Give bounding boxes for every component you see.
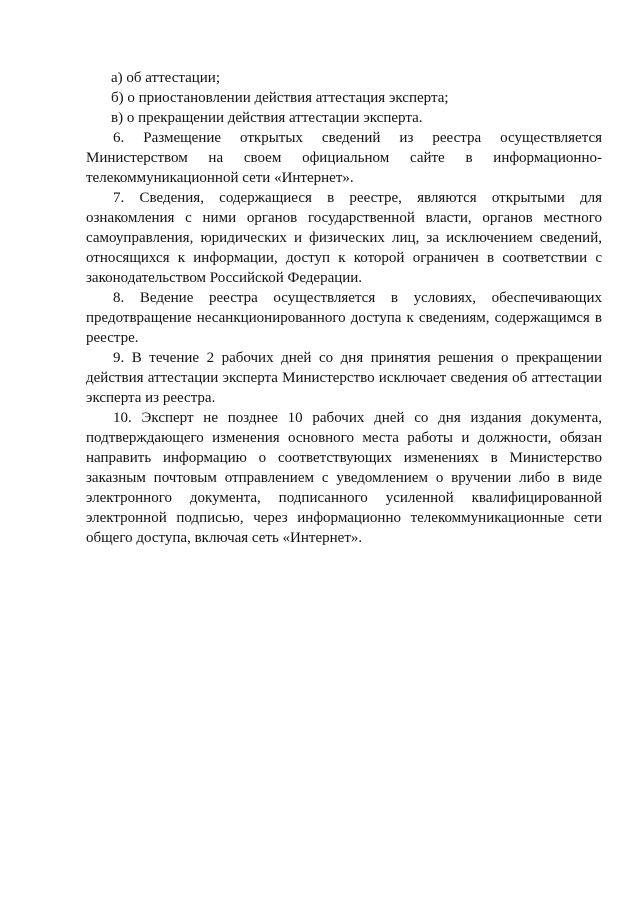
paragraph-6: 6. Размещение открытых сведений из реестра осуществляется Министерством на своем официальном сайте в информационно-телекоммуникационной сети «Интернет».	[86, 130, 602, 186]
paragraph-7: 7. Сведения, содержащиеся в реестре, являются открытыми для ознакомления с ними органов государственной власти, органов местного самоуправления, юридических и физических лиц, за исключением сведений, относящихся к информации, доступ к которой ограничен в соответствии с законодательством Российской Федерации.	[86, 190, 602, 286]
paragraph-8: 8. Ведение реестра осуществляется в условиях, обеспечивающих предотвращение несанкционированного доступа к сведениям, содержащимся в реестре.	[86, 290, 602, 346]
list-item-b: б) о приостановлении действия аттестация эксперта;	[111, 90, 449, 106]
paragraph-9: 9. В течение 2 рабочих дней со дня принятия решения о прекращении действия аттестации эксперта Министерство исключает сведения об аттестации эксперта из реестра.	[86, 350, 602, 406]
list-item-a: а) об аттестации;	[111, 70, 220, 86]
paragraph-10: 10. Эксперт не позднее 10 рабочих дней со дня издания документа, подтверждающего изменения основного места работы и должности, обязан направить информацию о соответствующих изменениях в Министерство заказным почтовым отправлением с уведомлением о вручении либо в виде электронного документа, подписанного усиленной квалифицированной электронной подписью, через информационно телекоммуникационные сети общего доступа, включая сеть «Интернет».	[86, 410, 602, 546]
document-body	[86, 68, 602, 548]
list-item-c: в) о прекращении действия аттестации эксперта.	[111, 110, 423, 126]
